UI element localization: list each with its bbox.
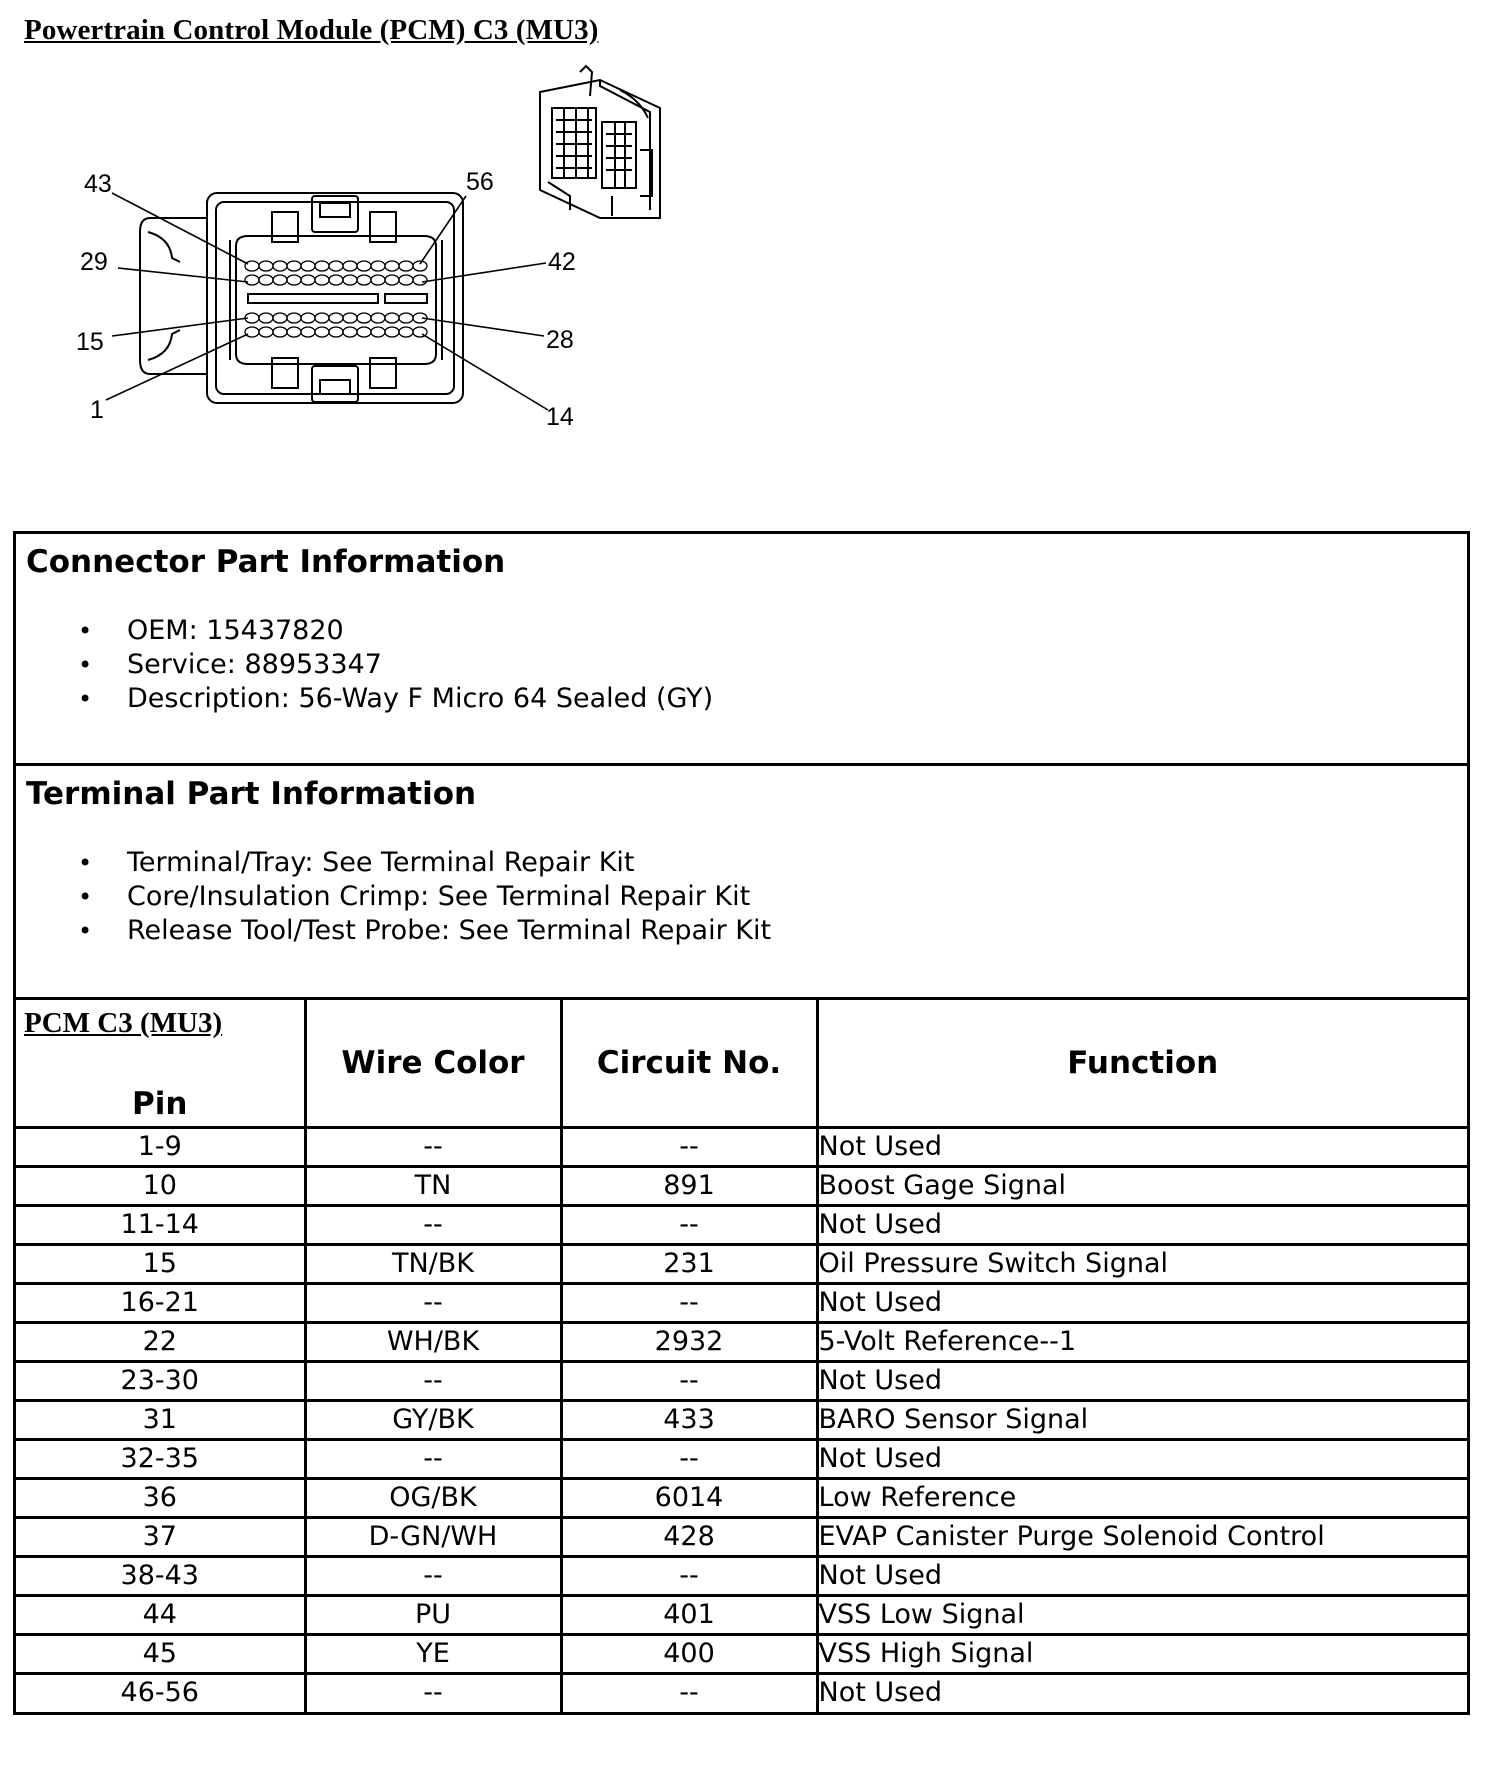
wire-color-cell: -- bbox=[305, 1205, 561, 1244]
list-item: • Release Tool/Test Probe: See Terminal Repair Kit bbox=[26, 914, 1467, 948]
wire-color-cell: -- bbox=[305, 1673, 561, 1712]
circuit-number-cell: 433 bbox=[561, 1400, 817, 1439]
function-cell: Boost Gage Signal bbox=[817, 1166, 1467, 1205]
pin-label-56: 56 bbox=[466, 168, 494, 196]
connector-part-list bbox=[26, 614, 1467, 716]
pin-cell: 11-14 bbox=[16, 1205, 305, 1244]
list-item: • Terminal/Tray: See Terminal Repair Kit bbox=[26, 846, 1467, 880]
connector-housing bbox=[207, 193, 463, 403]
circuit-number-cell: 400 bbox=[561, 1634, 817, 1673]
wire-color-header: Wire Color bbox=[305, 1000, 561, 1127]
pin-cell: 44 bbox=[16, 1595, 305, 1634]
table-row bbox=[16, 1361, 1467, 1400]
function-cell: Not Used bbox=[817, 1283, 1467, 1322]
pin-cell: 1-9 bbox=[16, 1127, 305, 1166]
connector-part-heading: Connector Part Information bbox=[26, 544, 506, 580]
pin-cell: 37 bbox=[16, 1517, 305, 1556]
circuit-number-cell: 6014 bbox=[561, 1478, 817, 1517]
circuit-number-cell: -- bbox=[561, 1556, 817, 1595]
table-row bbox=[16, 1400, 1467, 1439]
table-row bbox=[16, 1322, 1467, 1361]
pinout-rows bbox=[16, 1127, 1467, 1712]
circuit-number-cell: -- bbox=[561, 1361, 817, 1400]
pin-cell: 46-56 bbox=[16, 1673, 305, 1712]
function-cell: Not Used bbox=[817, 1439, 1467, 1478]
circuit-number-cell: -- bbox=[561, 1205, 817, 1244]
terminal-row-bottom bbox=[245, 313, 427, 337]
pin-cell: 36 bbox=[16, 1478, 305, 1517]
circuit-number-cell: -- bbox=[561, 1127, 817, 1166]
function-cell: Not Used bbox=[817, 1556, 1467, 1595]
table-row bbox=[16, 1205, 1467, 1244]
pin-label-1: 1 bbox=[90, 396, 104, 424]
wire-color-cell: -- bbox=[305, 1556, 561, 1595]
circuit-number-cell: -- bbox=[561, 1283, 817, 1322]
function-cell: VSS High Signal bbox=[817, 1634, 1467, 1673]
connector-info-table bbox=[13, 531, 1470, 1715]
connector-part-info bbox=[16, 534, 1467, 766]
wire-color-cell: TN/BK bbox=[305, 1244, 561, 1283]
table-row bbox=[16, 1478, 1467, 1517]
wire-color-cell: GY/BK bbox=[305, 1400, 561, 1439]
function-cell: 5-Volt Reference--1 bbox=[817, 1322, 1467, 1361]
pin-cell: 31 bbox=[16, 1400, 305, 1439]
function-cell: Not Used bbox=[817, 1361, 1467, 1400]
pin-cell: 16-21 bbox=[16, 1283, 305, 1322]
wire-color-cell: -- bbox=[305, 1283, 561, 1322]
pin-cell: 45 bbox=[16, 1634, 305, 1673]
pin-label-28: 28 bbox=[546, 326, 574, 354]
pin-label-43: 43 bbox=[84, 170, 112, 198]
table-header-row bbox=[16, 1000, 1467, 1127]
circuit-number-cell: 891 bbox=[561, 1166, 817, 1205]
function-header: Function bbox=[817, 1000, 1467, 1127]
list-item: • Service: 88953347 bbox=[26, 648, 1467, 682]
circuit-number-cell: 401 bbox=[561, 1595, 817, 1634]
wire-color-cell: -- bbox=[305, 1439, 561, 1478]
function-cell: Low Reference bbox=[817, 1478, 1467, 1517]
list-item: • OEM: 15437820 bbox=[26, 614, 1467, 648]
table-row bbox=[16, 1244, 1467, 1283]
function-cell: Oil Pressure Switch Signal bbox=[817, 1244, 1467, 1283]
terminal-row-top bbox=[245, 261, 427, 285]
pin-label-29: 29 bbox=[80, 248, 108, 276]
circuit-number-cell: 428 bbox=[561, 1517, 817, 1556]
table-row bbox=[16, 1166, 1467, 1205]
wire-color-cell: OG/BK bbox=[305, 1478, 561, 1517]
wire-color-cell: YE bbox=[305, 1634, 561, 1673]
terminal-part-heading: Terminal Part Information bbox=[26, 776, 477, 812]
pin-column-header bbox=[16, 1000, 305, 1127]
pin-cell: 10 bbox=[16, 1166, 305, 1205]
function-cell: VSS Low Signal bbox=[817, 1595, 1467, 1634]
function-cell: EVAP Canister Purge Solenoid Control bbox=[817, 1517, 1467, 1556]
pin-cell: 23-30 bbox=[16, 1361, 305, 1400]
wire-color-cell: WH/BK bbox=[305, 1322, 561, 1361]
function-cell: BARO Sensor Signal bbox=[817, 1400, 1467, 1439]
circuit-number-header: Circuit No. bbox=[561, 1000, 817, 1127]
pin-label-42: 42 bbox=[548, 248, 576, 276]
wire-color-cell: -- bbox=[305, 1361, 561, 1400]
list-item: • Core/Insulation Crimp: See Terminal Repair Kit bbox=[26, 880, 1467, 914]
connector-diagram bbox=[0, 0, 700, 450]
table-row bbox=[16, 1283, 1467, 1322]
wire-color-cell: -- bbox=[305, 1127, 561, 1166]
pin-label-15: 15 bbox=[76, 328, 104, 356]
table-row bbox=[16, 1673, 1467, 1712]
wire-color-cell: TN bbox=[305, 1166, 561, 1205]
pin-cell: 22 bbox=[16, 1322, 305, 1361]
connector-3d-illustration bbox=[540, 66, 660, 218]
pin-cell: 32-35 bbox=[16, 1439, 305, 1478]
circuit-number-cell: 2932 bbox=[561, 1322, 817, 1361]
function-cell: Not Used bbox=[817, 1673, 1467, 1712]
page-title: Powertrain Control Module (PCM) C3 (MU3) bbox=[24, 14, 599, 46]
terminal-part-info bbox=[16, 766, 1467, 1000]
table-row bbox=[16, 1595, 1467, 1634]
pcm-connector-label: PCM C3 (MU3) bbox=[24, 1007, 223, 1039]
table-row bbox=[16, 1556, 1467, 1595]
function-cell: Not Used bbox=[817, 1205, 1467, 1244]
table-row bbox=[16, 1634, 1467, 1673]
table-row bbox=[16, 1517, 1467, 1556]
wire-color-cell: PU bbox=[305, 1595, 561, 1634]
pin-label-14: 14 bbox=[546, 403, 574, 431]
function-cell: Not Used bbox=[817, 1127, 1467, 1166]
pin-cell: 38-43 bbox=[16, 1556, 305, 1595]
table-row bbox=[16, 1127, 1467, 1166]
pinout-table bbox=[16, 1000, 1467, 1712]
circuit-number-cell: -- bbox=[561, 1439, 817, 1478]
circuit-number-cell: -- bbox=[561, 1673, 817, 1712]
circuit-number-cell: 231 bbox=[561, 1244, 817, 1283]
wire-color-cell: D-GN/WH bbox=[305, 1517, 561, 1556]
pin-header-label: Pin bbox=[132, 1085, 188, 1122]
terminal-part-list bbox=[26, 846, 1467, 948]
pin-cell: 15 bbox=[16, 1244, 305, 1283]
list-item: • Description: 56-Way F Micro 64 Sealed (GY) bbox=[26, 682, 1467, 716]
table-row bbox=[16, 1439, 1467, 1478]
